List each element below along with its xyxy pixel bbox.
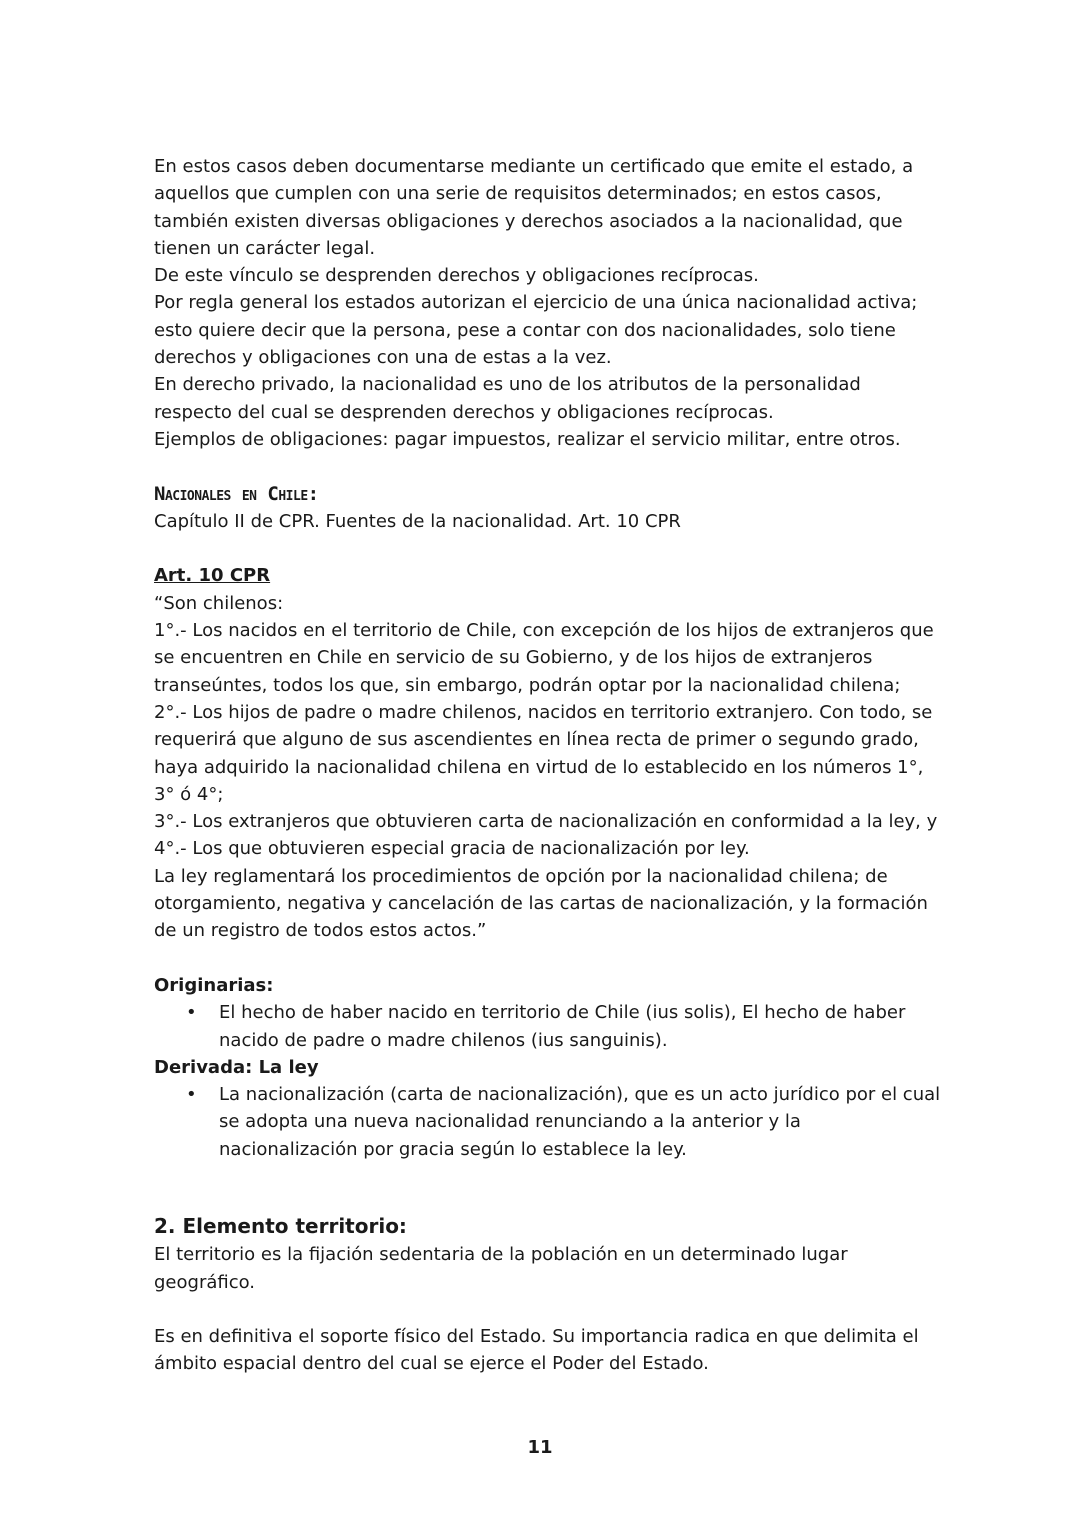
text-line: aquellos que cumplen con una serie de requisitos determinados; en estos casos, (154, 183, 882, 205)
text-line: se adopta una nueva nacionalidad renunciando a la anterior y la (219, 1111, 801, 1133)
text-line: geográfico. (154, 1271, 256, 1293)
text-line: transeúntes, todos los que, sin embargo, podrán optar por la nacionalidad chilena; (154, 674, 901, 696)
text-line: Es en definitiva el soporte físico del Estado. Su importancia radica en que delimita el (154, 1326, 919, 1348)
derivada-label: Derivada: La ley (154, 1056, 319, 1078)
section2-paragraph (154, 1323, 934, 1378)
text-line: esto quiere decir que la persona, pese a contar con dos nacionalidades, solo tiene (154, 319, 896, 341)
spacer (154, 1296, 934, 1323)
list-item (154, 999, 934, 1054)
text-line: En derecho privado, la nacionalidad es uno de los atributos de la personalidad (154, 374, 861, 396)
article-heading: Art. 10 CPR (154, 565, 271, 587)
text-line: La ley reglamentará los procedimientos de opción por la nacionalidad chilena; de (154, 865, 888, 887)
page-number: 11 (527, 1437, 553, 1458)
text-line: Por regla general los estados autorizan el ejercicio de una única nacionalidad activa; (154, 292, 918, 314)
text-line: nacido de padre o madre chilenos (ius sanguinis). (219, 1029, 668, 1051)
text-line: El hecho de haber nacido en territorio de Chile (ius solis), El hecho de haber (219, 1002, 906, 1024)
spacer (154, 1163, 934, 1190)
article-quote (154, 590, 938, 945)
text-line: La nacionalización (carta de nacionalización), que es un acto jurídico por el cual (219, 1084, 941, 1106)
list-item (154, 1081, 941, 1163)
text-line: En estos casos deben documentarse mediante un certificado que emite el estado, a (154, 156, 914, 177)
text-line: de un registro de todos estos actos.” (154, 920, 487, 942)
text-line: 1°.- Los nacidos en el territorio de Chile, con excepción de los hijos de extranjeros que (154, 620, 934, 642)
text-line: De este vínculo se desprenden derechos y obligaciones recíprocas. (154, 265, 759, 287)
text-line: respecto del cual se desprenden derechos y obligaciones recíprocas. (154, 401, 774, 423)
text-line: también existen diversas obligaciones y derechos asociados a la nacionalidad, que (154, 210, 903, 232)
spacer (154, 1190, 934, 1211)
document-page (154, 153, 941, 1378)
bullet-icon: • (186, 1084, 197, 1106)
text-line: derechos y obligaciones con una de estas a la vez. (154, 347, 612, 369)
text-line: 3° ó 4°; (154, 783, 224, 805)
section-title: 2. Elemento territorio: (154, 1214, 407, 1239)
text-line: 4°.- Los que obtuvieren especial gracia de nacionalización por ley. (154, 838, 750, 860)
text-line: otorgamiento, negativa y cancelación de las cartas de nacionalización, y la formación (154, 893, 928, 915)
intro-paragraph (154, 153, 934, 453)
text-line: “Son chilenos: (154, 592, 284, 614)
bullet-icon: • (186, 1002, 197, 1024)
text-line: 3°.- Los extranjeros que obtuvieren carta de nacionalización en conformidad a la ley, y (154, 811, 938, 833)
text-line: tienen un carácter legal. (154, 237, 376, 259)
text-line: requerirá que alguno de sus ascendientes en línea recta de primer o segundo grado, (154, 729, 919, 751)
nacionales-heading: Nacionales en Chile: (154, 482, 319, 505)
text-line: se encuentren en Chile en servicio de su Gobierno, y de los hijos de extranjeros (154, 647, 873, 669)
text-line: Ejemplos de obligaciones: pagar impuestos, realizar el servicio militar, entre otros. (154, 428, 901, 450)
text-line: 2°.- Los hijos de padre o madre chilenos, nacidos en territorio extranjero. Con todo, se (154, 701, 933, 723)
originarias-label: Originarias: (154, 974, 274, 996)
spacer (154, 453, 934, 480)
nacionales-subline: Capítulo II de CPR. Fuentes de la nacionalidad. Art. 10 CPR (154, 510, 681, 532)
text-line: nacionalización por gracia según lo establece la ley. (219, 1138, 687, 1160)
section2-paragraph (154, 1241, 934, 1296)
spacer (154, 535, 934, 562)
text-line: haya adquirido la nacionalidad chilena en virtud de lo establecido en los números 1°, (154, 756, 924, 778)
text-line: El territorio es la fijación sedentaria de la población en un determinado lugar (154, 1244, 848, 1266)
spacer (154, 945, 934, 972)
text-line: ámbito espacial dentro del cual se ejerce el Poder del Estado. (154, 1353, 709, 1375)
